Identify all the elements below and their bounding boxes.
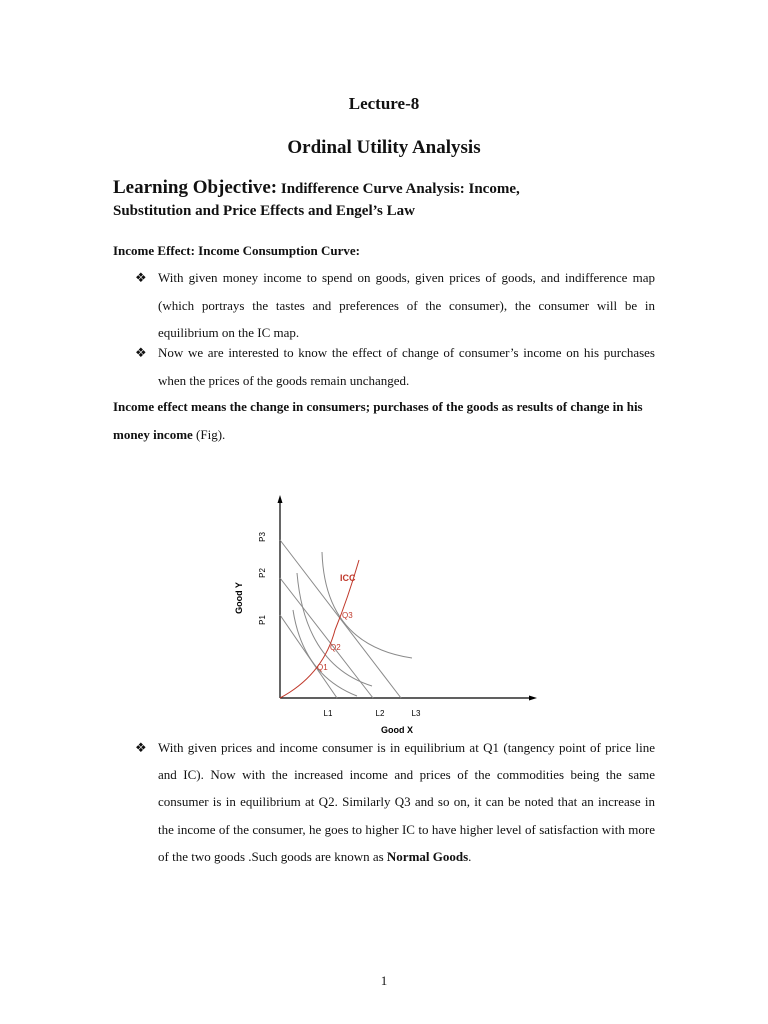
x-axis-arrow-icon <box>529 696 537 701</box>
bullet-item-1 <box>135 264 655 347</box>
learning-objective-label: Learning Objective: <box>113 177 278 198</box>
x-tick-l1: L1 <box>323 709 333 718</box>
conclusion-end: . <box>468 848 472 864</box>
y-axis-label: Good Y <box>234 582 244 614</box>
learning-objective-line1 <box>113 177 520 199</box>
page-title: Ordinal Utility Analysis <box>287 137 481 158</box>
point-q2: Q2 <box>330 643 341 652</box>
bullet-item-3 <box>135 734 655 870</box>
bullet-item-2 <box>135 339 655 394</box>
diamond-bullet-icon: ❖ <box>135 740 147 755</box>
bullet-text-1: With given money income to spend on goods, given prices of goods, and indifference map (which portrays the tastes and preferences of the consumer), the consumer will be in equilibrium on the IC map. <box>158 270 655 340</box>
icc-label: ICC <box>340 573 356 583</box>
budget-line-3 <box>280 540 401 698</box>
income-effect-definition <box>113 393 655 449</box>
definition-tail: (Fig). <box>192 427 226 442</box>
section-heading: Income Effect: Income Consumption Curve: <box>113 243 360 258</box>
y-tick-p1: P1 <box>258 615 267 625</box>
bullet-text-3 <box>158 734 655 870</box>
lecture-number: Lecture-8 <box>348 94 420 113</box>
diamond-bullet-icon: ❖ <box>135 270 147 285</box>
point-q1: Q1 <box>317 663 328 672</box>
indifference-curve-2 <box>297 573 372 686</box>
conclusion-text: With given prices and income consumer is in equilibrium at Q1 (tangency point of price line and IC). Now with the increased income and prices of the commodities being the same consumer is in equilibrium at Q2. Similarly Q3 and so on, it can be noted that an increase in the income of the consumer, he goes to higher IC to have higher level of satisfaction with more of the two goods .Such goods are known as <box>158 740 655 864</box>
x-tick-l2: L2 <box>375 709 385 718</box>
normal-goods-term: Normal Goods <box>386 848 469 864</box>
learning-objective-line2: Substitution and Price Effects and Engel’s Law <box>113 203 415 219</box>
income-consumption-figure <box>225 490 555 740</box>
diamond-bullet-icon: ❖ <box>135 345 147 360</box>
definition-bold: Income effect means the change in consumers; purchases of the goods as results of change in his money income <box>113 399 643 442</box>
bullet-text-2: Now we are interested to know the effect of change of consumer’s income on his purchases when the prices of the goods remain unchanged. <box>158 345 655 388</box>
learning-objective-text1: Indifference Curve Analysis: Income, <box>280 181 520 197</box>
y-axis-arrow-icon <box>278 495 283 503</box>
x-tick-l3: L3 <box>411 709 421 718</box>
page-number: 1 <box>380 973 388 988</box>
x-axis-label: Good X <box>381 725 413 735</box>
point-q3: Q3 <box>342 611 353 620</box>
y-tick-p2: P2 <box>258 568 267 578</box>
y-tick-p3: P3 <box>258 532 267 542</box>
